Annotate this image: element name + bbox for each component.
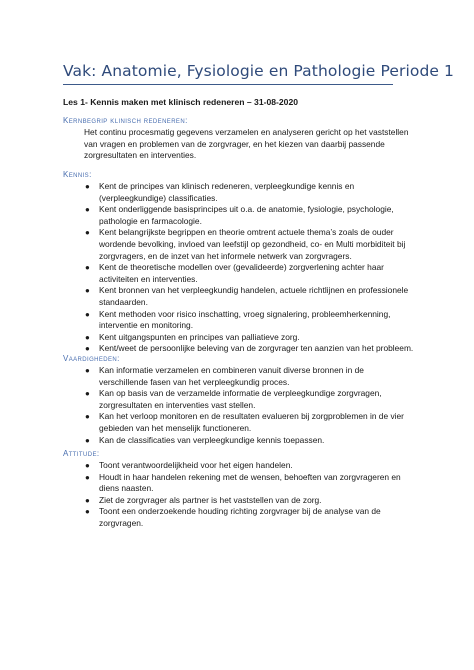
lesson-heading: Les 1- Kennis maken met klinisch redeneren – 31-08-2020 (63, 97, 299, 107)
attitude-list (84, 460, 414, 530)
bullet-icon: ● (85, 472, 90, 482)
bullet-icon: ● (85, 507, 90, 517)
list-item (84, 411, 414, 434)
bullet-icon: ● (85, 412, 90, 422)
list-item-text: Toont verantwoordelijkheid voor het eigen handelen. (99, 460, 293, 470)
list-item-text: Kent/weet de persoonlijke beleving van de zorgvrager ten aanzien van het probleem. (99, 343, 414, 354)
section-heading-attitude: Attitude: (63, 449, 100, 458)
list-item (84, 204, 414, 227)
list-item-text: Kan op basis van de verzamelde informatie de verpleegkundige zorgvragen, zorgresultaten en interventies vast stellen. (99, 388, 382, 410)
bullet-icon: ● (85, 205, 90, 215)
list-item-text: Kent bronnen van het verpleegkundig handelen, actuele richtlijnen en professionele standaarden. (99, 285, 409, 307)
list-item (84, 365, 414, 388)
list-item-text: Kent de principes van klinisch redeneren, verpleegkundige kennis en (verpleegkundige) classificaties. (99, 181, 355, 203)
list-item-text: Toont een onderzoekende houding richting zorgvrager bij de analyse van de zorgvragen. (99, 506, 381, 528)
section-heading-kennis: Kennis: (63, 170, 92, 179)
section-heading-kernbegrip: Kernbegrip klinisch redeneren: (63, 116, 188, 125)
list-item (84, 388, 414, 411)
list-item-text: Houdt in haar handelen rekening met de wensen, behoeften van zorgvrageren en diens naasten. (99, 471, 401, 494)
kernbegrip-text: Het continu procesmatig gegevens verzamelen en analyseren gericht op het vaststellen van vragen en problemen van de zorgvrager, en het kiezen van daarbij passende zorgresultaten en interventies. (84, 127, 409, 161)
list-item-text: Kan de classificaties van verpleegkundige kennis toepassen. (99, 434, 325, 445)
list-item (84, 285, 414, 308)
vaardigheden-list (84, 365, 414, 446)
list-item (84, 262, 414, 285)
bullet-icon: ● (85, 461, 90, 470)
bullet-icon: ● (85, 389, 90, 399)
list-item-text: Kent de theoretische modellen over (gevalideerde) zorgverlening achter haar activiteiten en interventies. (99, 262, 384, 284)
list-item-text: Kan het verloop monitoren en de resultaten evalueren bij zorgproblemen in de vier gebieden van het menselijk functioneren. (99, 411, 404, 433)
bullet-icon: ● (85, 495, 90, 505)
kennis-list (84, 181, 414, 355)
list-item-text: Kent methoden voor risico inschatting, vroeg signalering, probleemherkenning, interventie en monitoring. (99, 308, 391, 331)
section-heading-vaardigheden: Vaardigheden: (63, 354, 120, 363)
bullet-icon: ● (85, 435, 90, 445)
bullet-icon: ● (85, 332, 90, 342)
document-title: Vak: Anatomie, Fysiologie en Pathologie Periode 1 (63, 62, 455, 80)
list-item-text: Ziet de zorgvrager als partner is het vaststellen van de zorg. (99, 494, 322, 505)
list-item-text: Kan informatie verzamelen en combineren vanuit diverse bronnen in de verschillende fasen van het verpleegkundig proces. (99, 365, 364, 387)
list-item (84, 309, 414, 332)
bullet-icon: ● (85, 228, 90, 238)
list-item (84, 227, 414, 262)
list-item-text: Kent onderliggende basisprincipes uit o.a. de anatomie, fysiologie, psychologie, pathologie en farmacologie. (99, 204, 394, 226)
list-item (84, 506, 414, 529)
bullet-icon: ● (85, 366, 90, 375)
bullet-icon: ● (85, 263, 90, 273)
list-item (84, 460, 414, 472)
list-item (84, 472, 414, 495)
list-item (84, 495, 414, 507)
bullet-icon: ● (85, 344, 90, 354)
bullet-icon: ● (85, 182, 90, 191)
list-item (84, 435, 414, 447)
list-item-text: Kent belangrijkste begrippen en theorie omtrent actuele thema’s zoals de ouder wordende bevolking, invloed van leefstijl op gezondheid, co- en Multi morbiditeit bij zorgvragers, en de inzet van het informele netwerk van zorgvragers. (99, 227, 406, 261)
title-underline (63, 84, 393, 85)
list-item-text: Kent uitgangspunten en principes van palliatieve zorg. (99, 331, 300, 342)
list-item (84, 181, 414, 204)
bullet-icon: ● (85, 309, 90, 319)
bullet-icon: ● (85, 286, 90, 296)
list-item (84, 343, 414, 355)
list-item (84, 332, 414, 344)
